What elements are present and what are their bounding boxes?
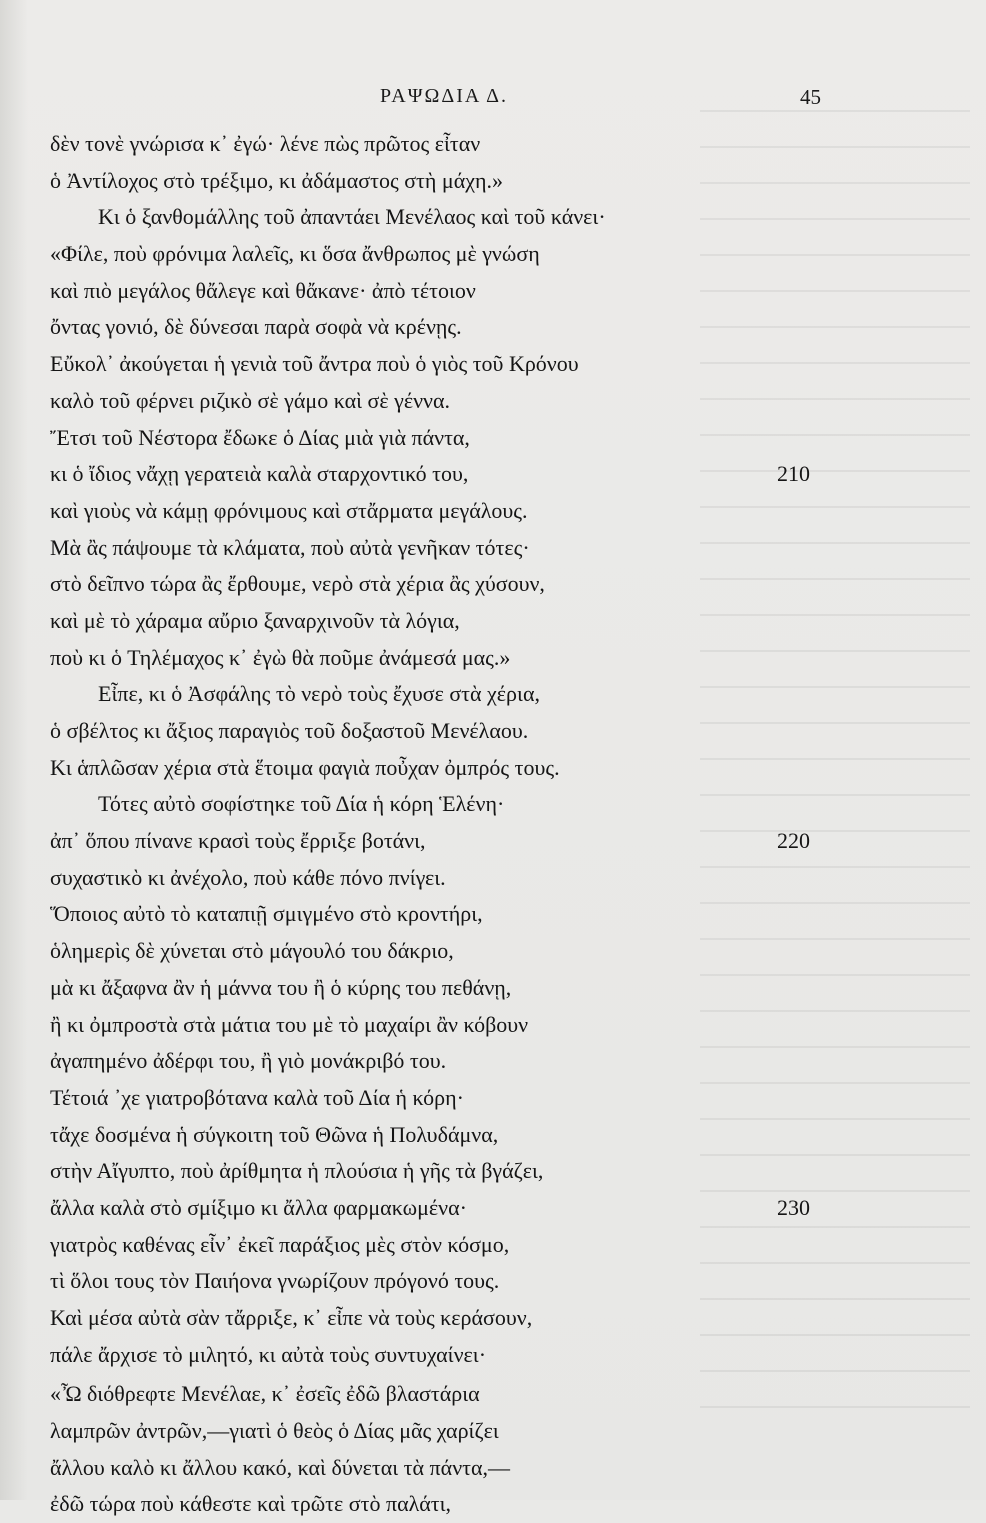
verse-line	[50, 823, 830, 860]
verse-line-text: καλὸ τοῦ φέρνει ριζικὸ σὲ γάμο καὶ σὲ γέννα.	[50, 387, 451, 413]
line-number: 230	[777, 1194, 810, 1220]
page-header	[0, 85, 986, 115]
verse-line-text: ὁ σβέλτος κι ἄξιος παραγιὸς τοῦ δοξαστοῦ Μενέλαου.	[50, 718, 529, 743]
verse-line	[50, 640, 830, 677]
verse-line-text: ἢ κι ὀμπροστὰ στὰ μάτια του μὲ τὸ μαχαίρι ἂν κόβουν	[50, 1011, 529, 1037]
verse-line	[50, 1376, 830, 1413]
verse-line-text: ἀγαπημένο ἀδέρφι του, ἢ γιὸ μονάκριβό του.	[50, 1048, 447, 1074]
verse-line-text: λαμπρῶν ἀντρῶν,—γιατὶ ὁ θεὸς ὁ Δίας μᾶς χαρίζει	[50, 1418, 499, 1444]
verse-line-text: «Φίλε, ποὺ φρόνιμα λαλεῖς, κι ὅσα ἄνθρωπος μὲ γνώση	[50, 241, 540, 267]
verse-line	[50, 530, 830, 567]
verse-line	[50, 970, 830, 1007]
verse-line-text: Τότες αὐτὸ σοφίστηκε τοῦ Δία ἡ κόρη Ἑλένη·	[98, 791, 505, 817]
verse-line-text: ἄλλου καλὸ κι ἄλλου κακό, καὶ δύνεται τὰ πάντα,—	[50, 1454, 511, 1480]
verse-line	[50, 493, 830, 530]
verse-line	[50, 236, 830, 273]
verse-line-text: «Ὦ διόθρεφτε Μενέλαε, κ᾽ ἐσεῖς ἐδῶ βλαστάρια	[50, 1381, 480, 1407]
verse-line	[50, 1486, 830, 1523]
verse-line-text: Ὅποιος αὐτὸ τὸ καταπιῇ σμιγμένο στὸ κροντήρι,	[50, 901, 483, 927]
verse-line-text: δὲν τονὲ γνώρισα κ᾽ ἐγώ· λένε πὼς πρῶτος εἶταν	[50, 131, 481, 156]
line-number: 210	[777, 461, 810, 487]
verse-line	[50, 273, 830, 310]
verse-line	[50, 199, 830, 236]
verse-line-text: ποὺ κι ὁ Τηλέμαχος κ᾽ ἐγὼ θὰ ποῦμε ἀνάμεσά μας.»	[50, 644, 511, 670]
verse-line	[50, 383, 830, 420]
verse-line-text: καὶ μὲ τὸ χάραμα αὔριο ξαναρχινοῦν τὰ λόγια,	[50, 607, 460, 633]
verse-line	[50, 309, 830, 346]
verse-line	[50, 163, 830, 200]
verse-line	[50, 456, 830, 493]
verse-line-text: ὄντας γονιό, δὲ δύνεσαι παρὰ σοφὰ νὰ κρένῃς.	[50, 314, 462, 340]
verse-line-text: Κι ἁπλῶσαν χέρια στὰ ἕτοιμα φαγιὰ ποὖχαν ὀμπρός τους.	[50, 754, 560, 780]
verse-line-text: Μὰ ἂς πάψουμε τὰ κλάματα, ποὺ αὐτὰ γενῆκαν τότες·	[50, 534, 530, 560]
verse-line-text: ἀπ᾽ ὅπου πίνανε κρασὶ τοὺς ἔρριξε βοτάνι,	[50, 828, 426, 854]
verse-line-text: γιατρὸς καθένας εἶν᾽ ἐκεῖ παράξιος μὲς στὸν κόσμο,	[50, 1231, 510, 1257]
verse-line-text: καὶ πιὸ μεγάλος θἄλεγε καὶ θἄκανε· ἀπὸ τέτοιον	[50, 277, 476, 303]
verse-line-text: Εἶπε, κι ὁ Ἀσφάλης τὸ νερὸ τοὺς ἔχυσε στὰ χέρια,	[98, 681, 540, 707]
verse-line	[50, 1190, 830, 1227]
verse-line-text: ἄλλα καλὰ στὸ σμίξιμο κι ἄλλα φαρμακωμένα·	[50, 1194, 467, 1220]
verse-line-text: Καὶ μέσα αὐτὰ σὰν τἄρριξε, κ᾽ εἶπε νὰ τοὺς κεράσουν,	[50, 1305, 533, 1330]
verse-line	[50, 1227, 830, 1264]
verse-line	[50, 1117, 830, 1154]
verse-line	[50, 750, 830, 787]
verse-line	[50, 603, 830, 640]
verse-line-text: τἄχε δοσμένα ἡ σύγκοιτη τοῦ Θῶνα ἡ Πολυδάμνα,	[50, 1121, 499, 1147]
verse-line	[50, 420, 830, 457]
page-number: 45	[800, 85, 821, 109]
verse-line	[50, 860, 830, 897]
verse-line	[50, 1450, 830, 1487]
verse-line	[50, 786, 830, 823]
verse-line	[50, 896, 830, 933]
verse-line-text: πάλε ἄρχισε τὸ μιλητό, κι αὐτὰ τοὺς συντυχαίνει·	[50, 1341, 487, 1367]
verse-line	[50, 1413, 830, 1450]
verse-line-text: Εὔκολ᾽ ἀκούγεται ἡ γενιὰ τοῦ ἄντρα ποὺ ὁ γιὸς τοῦ Κρόνου	[50, 351, 579, 377]
verse-line-text: καὶ γιοὺς νὰ κάμῃ φρόνιμους καὶ στἄρματα μεγάλους.	[50, 497, 528, 523]
verse-line	[50, 1300, 830, 1337]
verse-line-text: τὶ ὅλοι τους τὸν Παιήονα γνωρίζουν πρόγονό τους.	[50, 1268, 500, 1294]
verse-line-text: ὁλημερὶς δὲ χύνεται στὸ μάγουλό του δάκριο,	[50, 938, 454, 964]
verse-line	[50, 1263, 830, 1300]
running-title: ΡΑΨΩΔΙΑ Δ.	[380, 85, 508, 107]
verse-line	[50, 1080, 830, 1117]
verse-line-text: στὸ δεῖπνο τώρα ἂς ἔρθουμε, νερὸ στὰ χέρια ἂς χύσουν,	[50, 571, 545, 597]
verse-line-text: μὰ κι ἄξαφνα ἂν ἡ μάννα του ἢ ὁ κύρης του πεθάνῃ,	[50, 974, 512, 1000]
verse-line	[50, 1337, 830, 1374]
line-number: 220	[777, 828, 810, 854]
verse-line-text: στὴν Αἴγυπτο, ποὺ ἀρίθμητα ἡ πλούσια ἡ γῆς τὰ βγάζει,	[50, 1158, 544, 1184]
verse-line	[50, 713, 830, 750]
verse-line-text: συχαστικὸ κι ἀνέχολο, ποὺ κάθε πόνο πνίγει.	[50, 864, 446, 890]
verse-line	[50, 1043, 830, 1080]
verse-line-text: ἐδῶ τώρα ποὺ κάθεστε καὶ τρῶτε στὸ παλάτι,	[50, 1491, 452, 1517]
verse-line	[50, 346, 830, 383]
verse-line-text: Ἔτσι τοῦ Νέστορα ἔδωκε ὁ Δίας μιὰ γιὰ πάντα,	[50, 424, 470, 450]
verse-line-text: Τέτοιά ᾽χε γιατροβότανα καλὰ τοῦ Δία ἡ κόρη·	[50, 1084, 464, 1110]
verse-line-text: Κι ὁ ξανθομάλλης τοῦ ἀπαντάει Μενέλαος καὶ τοῦ κάνει·	[98, 204, 606, 230]
verse-line	[50, 933, 830, 970]
verse-line	[50, 126, 830, 163]
verse-text	[50, 126, 830, 1523]
verse-line	[50, 566, 830, 603]
verse-line	[50, 1007, 830, 1044]
verse-line-text: ὁ Ἀντίλοχος στὸ τρέξιμο, κι ἀδάμαστος στὴ μάχη.»	[50, 167, 503, 193]
verse-line	[50, 1153, 830, 1190]
verse-line-text: κι ὁ ἴδιος νἄχῃ γερατειὰ καλὰ σταρχοντικό του,	[50, 461, 469, 487]
verse-line	[50, 676, 830, 713]
